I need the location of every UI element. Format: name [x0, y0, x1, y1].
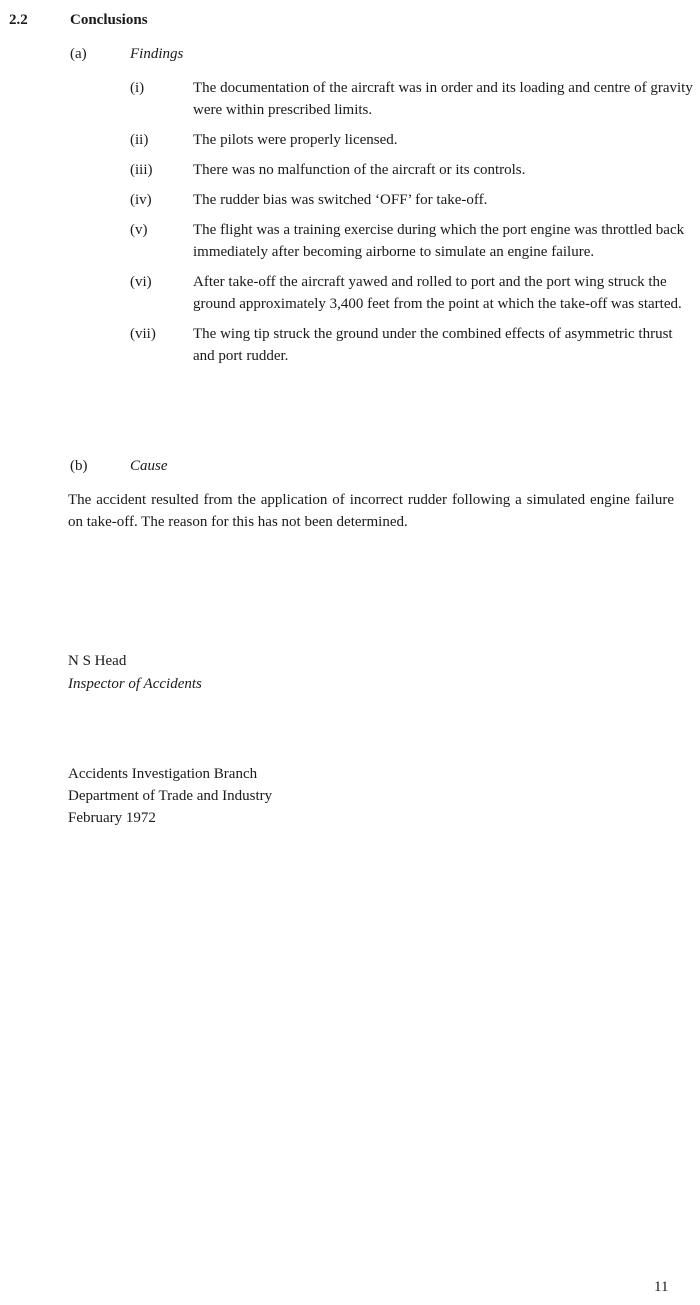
findings-title: Findings [130, 46, 184, 62]
list-item [0, 323, 700, 367]
list-item [0, 129, 700, 151]
list-item [0, 271, 700, 315]
finding-number: (iii) [130, 162, 153, 178]
finding-number: (vi) [130, 274, 152, 290]
list-item [0, 77, 700, 121]
cause-label: (b) [70, 458, 88, 474]
list-item [0, 159, 700, 181]
findings-label: (a) [70, 46, 87, 62]
page-number: 11 [654, 1279, 669, 1295]
section-number: 2.2 [9, 12, 28, 28]
finding-text: The wing tip struck the ground under the combined effects of asymmetric thrust and port rudder. [193, 326, 673, 364]
finding-text: The flight was a training exercise during which the port engine was throttled back immediately after becoming airborne to simulate an engine failure. [193, 222, 685, 260]
list-item [0, 189, 700, 211]
signatory-name: N S Head [68, 653, 127, 669]
finding-number: (iv) [130, 192, 152, 208]
organization-line: Accidents Investigation Branch [68, 766, 258, 782]
section-title: Conclusions [70, 12, 148, 28]
finding-number: (i) [130, 80, 145, 96]
report-date: February 1972 [68, 810, 156, 826]
findings-list [0, 77, 700, 375]
list-item [0, 219, 700, 263]
cause-title: Cause [130, 458, 168, 474]
cause-text: The accident resulted from the application of incorrect rudder following a simulated engine failure on take-off. The reason for this has not been determined. [68, 492, 674, 530]
organization-department: Department of Trade and Industry [68, 788, 273, 804]
finding-number: (ii) [130, 132, 149, 148]
finding-text: There was no malfunction of the aircraft or its controls. [193, 162, 526, 178]
finding-number: (vii) [130, 326, 156, 342]
finding-text: The rudder bias was switched ‘OFF’ for take-off. [193, 192, 488, 208]
organization-block [68, 763, 272, 829]
finding-number: (v) [130, 222, 148, 238]
signatory-title: Inspector of Accidents [68, 676, 202, 692]
finding-text: The pilots were properly licensed. [193, 132, 398, 148]
finding-text: After take-off the aircraft yawed and rolled to port and the port wing struck the ground approximately 3,400 feet from the point at which the take-off was started. [193, 274, 682, 312]
finding-text: The documentation of the aircraft was in order and its loading and centre of gravity were within prescribed limits. [193, 80, 693, 118]
